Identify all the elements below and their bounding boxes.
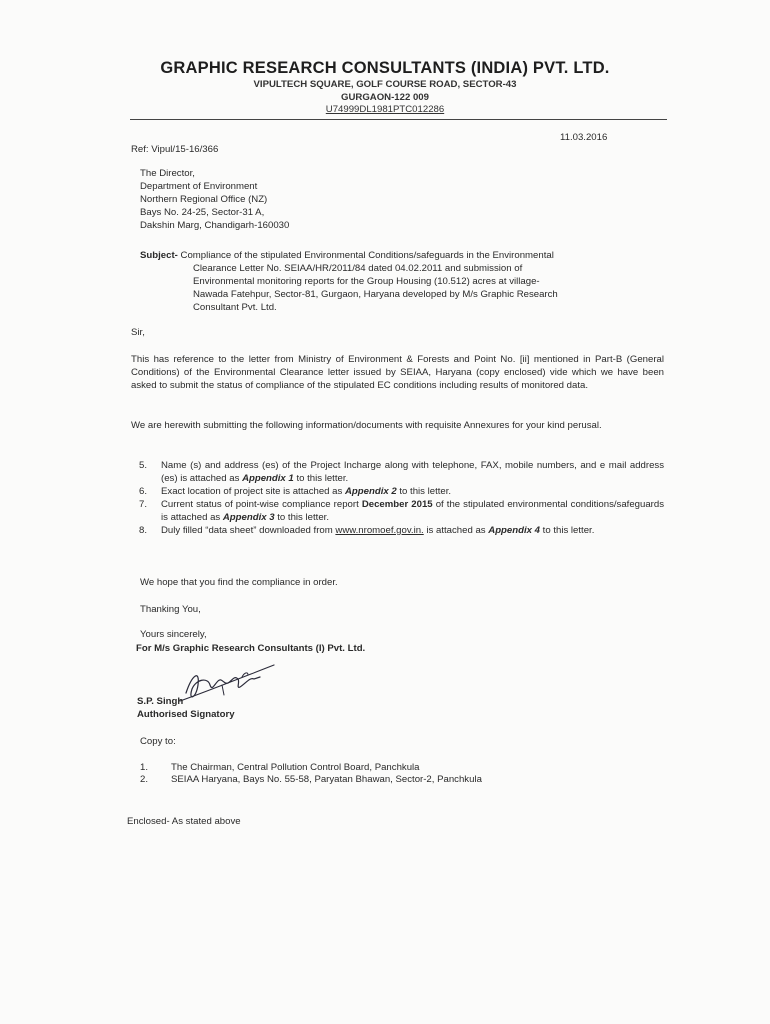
list-text: Name (s) and address (es) of the Project Incharge along with telephone, FAX, mobile numbers, and e mail address (es) is attached as [161, 460, 664, 484]
list-item [139, 485, 664, 498]
letter-date: 11.03.2016 [560, 132, 608, 143]
list-item [139, 524, 664, 537]
copy-recipient: The Chairman, Central Pollution Control Board, Panchkula [171, 762, 420, 773]
copy-to-label: Copy to: [140, 736, 176, 747]
copy-number: 1. [140, 762, 149, 773]
appendix-ref: Appendix 1 [242, 473, 294, 484]
recipient-address [140, 167, 289, 232]
signature-image [178, 655, 278, 705]
thanking-line: Thanking You, [140, 604, 201, 615]
list-text: to this letter. [396, 486, 452, 497]
list-text: Exact location of project site is attached as [161, 486, 345, 497]
subject-line: Compliance of the stipulated Environmental Conditions/safeguards in the Environmental [180, 250, 554, 261]
recipient-line: The Director, [140, 168, 195, 179]
for-company-line: For M/s Graphic Research Consultants (I) Pvt. Ltd. [136, 643, 366, 654]
website-link[interactable]: www.nromoef.gov.in. [335, 525, 424, 536]
list-text: to this letter. [539, 525, 595, 536]
reference-paragraph: This has reference to the letter from Ministry of Environment & Forests and Point No. [ii] mentioned in Part-B (General Conditions) of the Environmental Clearance letter issued by SEIAA, Haryana (copy enclosed) vide which we have been asked to submit the status of compliance of the stipulated EC conditions including results of monitored data. [131, 354, 664, 391]
report-period: December 2015 [361, 499, 433, 510]
reference-number: Ref: Vipul/15-16/366 [131, 144, 219, 155]
list-text: is attached as [423, 525, 489, 536]
subject-label: Subject- [140, 250, 178, 261]
company-name: GRAPHIC RESEARCH CONSULTANTS (INDIA) PVT. LTD. [160, 59, 610, 77]
copy-recipient: SEIAA Haryana, Bays No. 55-58, Paryatan Bhawan, Sector-2, Panchkula [171, 774, 482, 785]
subject-line: Consultant Pvt. Ltd. [193, 302, 277, 313]
list-text: to this letter. [274, 512, 329, 523]
list-text: to this letter. [293, 473, 349, 484]
yours-sincerely: Yours sincerely, [140, 629, 207, 640]
appendix-ref: Appendix 3 [222, 512, 275, 523]
list-number: 8. [139, 525, 148, 536]
subject-line: Environmental monitoring reports for the Group Housing (10.512) acres at village- [193, 276, 540, 287]
closing-remark: We hope that you find the compliance in order. [140, 577, 338, 588]
company-city: GURGAON-122 009 [341, 92, 429, 103]
subject-block [140, 249, 660, 314]
list-number: 6. [139, 486, 148, 497]
appendix-ref: Appendix 2 [344, 486, 397, 497]
company-cin: U74999DL1981PTC012286 [325, 104, 445, 115]
list-item [139, 459, 664, 485]
recipient-line: Bays No. 24-25, Sector-31 A, [140, 207, 265, 218]
list-text: Current status of point-wise compliance report [161, 499, 362, 510]
header-divider [130, 119, 667, 120]
list-item [139, 498, 664, 524]
appendix-ref: Appendix 4 [488, 525, 540, 536]
list-number: 7. [139, 499, 148, 510]
enclosed-note: Enclosed- As stated above [127, 816, 241, 827]
company-address: VIPULTECH SQUARE, GOLF COURSE ROAD, SECTOR-43 [253, 79, 517, 90]
list-text: Duly filled “data sheet” downloaded from [161, 525, 336, 536]
list-text: of the stipulated environmental conditions/safeguards is attached as [161, 499, 664, 523]
subject-line: Clearance Letter No. SEIAA/HR/2011/84 dated 04.02.2011 and submission of [193, 263, 523, 274]
recipient-line: Northern Regional Office (NZ) [140, 194, 268, 205]
signatory-name: S.P. Singh [137, 696, 184, 707]
salutation: Sir, [131, 327, 145, 338]
recipient-line: Department of Environment [140, 181, 258, 192]
recipient-line: Dakshin Marg, Chandigarh-160030 [140, 220, 290, 231]
submission-paragraph: We are herewith submitting the following information/documents with requisite Annexures for your kind perusal. [131, 420, 602, 431]
copy-number: 2. [140, 774, 149, 785]
enclosure-list [139, 459, 664, 537]
signatory-title: Authorised Signatory [137, 709, 235, 720]
list-number: 5. [139, 460, 148, 471]
subject-line: Nawada Fatehpur, Sector-81, Gurgaon, Haryana developed by M/s Graphic Research [193, 289, 558, 300]
